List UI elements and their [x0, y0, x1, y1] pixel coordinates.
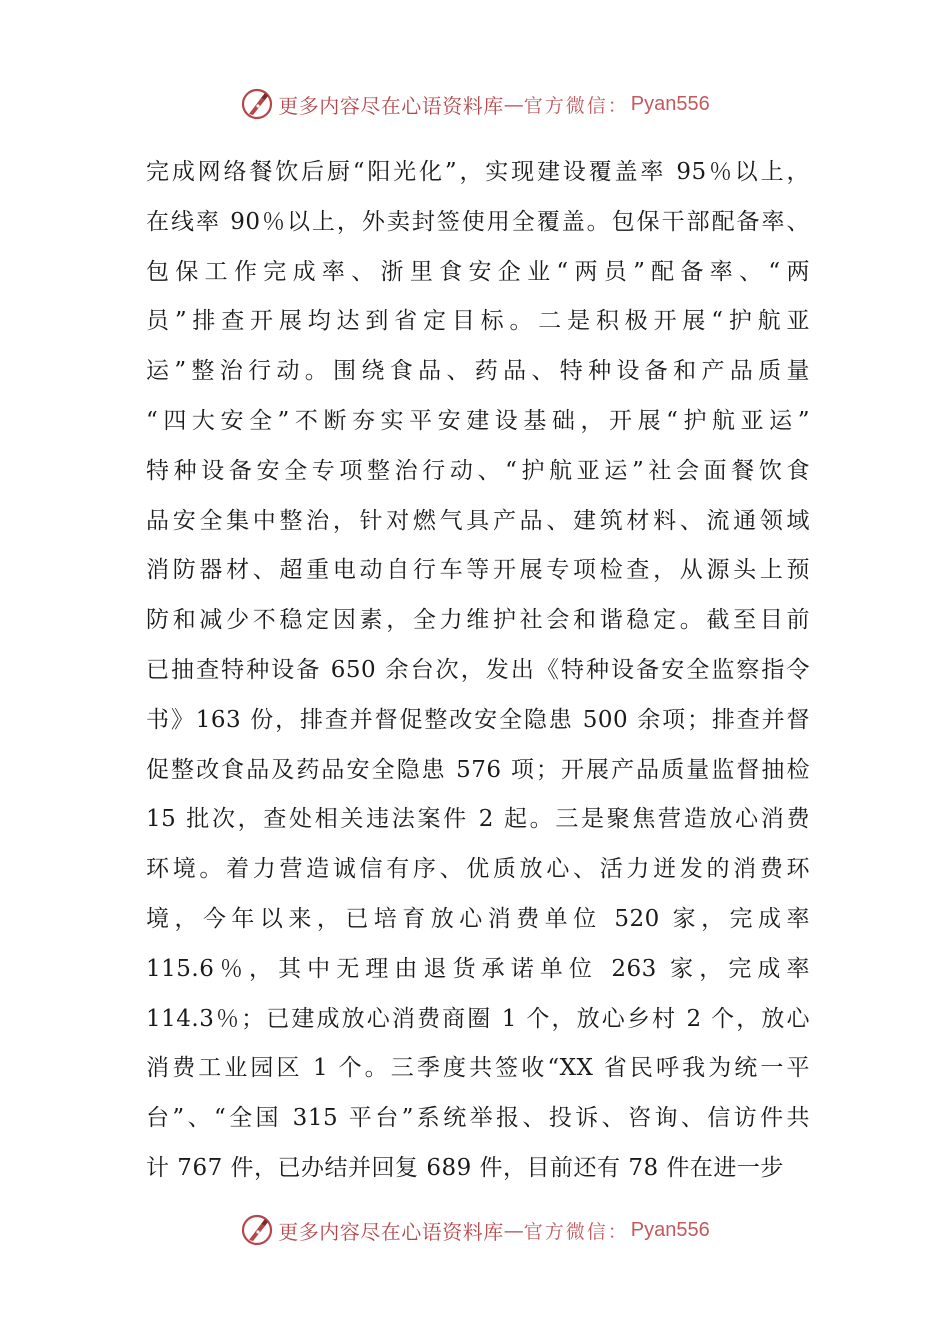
- text-line: 包保工作完成率、浙里食安企业“两员”配备率、“两: [146, 258, 810, 285]
- banner-separator: —: [503, 1218, 524, 1242]
- wechat-id: Pyan556: [630, 1218, 710, 1241]
- text-line: 境，今年以来，已培育放心消费单位 520 家，完成率: [146, 905, 810, 932]
- wechat-label: 官方微信：: [523, 94, 629, 117]
- text-line: 已抽查特种设备 650 余台次，发出《特种设备安全监察指令: [146, 656, 810, 683]
- text-line: 运”整治行动。围绕食品、药品、特种设备和产品质量: [146, 358, 810, 385]
- text-line: 计 767 件，已办结并回复 689 件，目前还有 78 件在进一步: [146, 1154, 784, 1181]
- brand-name: 更多内容尽在心语资料库: [278, 93, 504, 118]
- text-line: 促整改食品及药品安全隐患 576 项；开展产品质量监督抽检: [146, 756, 810, 783]
- wechat-label: 官方微信：: [523, 1220, 629, 1243]
- text-line: 消费工业园区 1 个。三季度共签收“XX 省民呼我为统一平: [146, 1055, 810, 1082]
- text-line: 消防器材、超重电动自行车等开展专项检查，从源头上预: [146, 557, 810, 584]
- text-line: 特种设备安全专项整治行动、“护航亚运”社会面餐饮食: [146, 457, 810, 484]
- pen-nib-logo-icon: [240, 1213, 274, 1247]
- text-line: 15 批次，查处相关违法案件 2 起。三是聚焦营造放心消费: [146, 806, 810, 833]
- text-line: 防和减少不稳定因素，全力维护社会和谐稳定。截至目前: [146, 607, 810, 634]
- footer-watermark-banner: [0, 1210, 950, 1250]
- text-line: 台”、“全国 315 平台”系统举报、投诉、咨询、信访件共: [146, 1105, 810, 1132]
- text-line: 环境。着力营造诚信有序、优质放心、活力迸发的消费环: [146, 856, 810, 883]
- text-line: 书》163 份，排查并督促整改安全隐患 500 余项；排查并督: [146, 706, 810, 733]
- text-line: 品安全集中整治，针对燃气具产品、建筑材料、流通领域: [146, 507, 810, 534]
- text-line: 完成网络餐饮后厨“阳光化”，实现建设覆盖率 95％以上，: [146, 159, 810, 185]
- banner-separator: —: [503, 92, 524, 116]
- text-line: 员”排查开展均达到省定目标。二是积极开展“护航亚: [146, 308, 810, 335]
- text-line: 在线率 90％以上，外卖封签使用全覆盖。包保干部配备率、: [146, 208, 810, 235]
- brand-name: 更多内容尽在心语资料库: [278, 1219, 504, 1244]
- text-line: “四大安全”不断夯实平安建设基础，开展“护航亚运”: [146, 407, 810, 434]
- wechat-id: Pyan556: [630, 92, 710, 115]
- text-line: 114.3％；已建成放心消费商圈 1 个，放心乡村 2 个，放心: [146, 1005, 810, 1032]
- document-body: [146, 148, 810, 1194]
- header-watermark-banner: [0, 84, 950, 124]
- pen-nib-logo-icon: [240, 87, 274, 121]
- text-line: 115.6％，其中无理由退货承诺单位 263 家，完成率: [146, 955, 810, 982]
